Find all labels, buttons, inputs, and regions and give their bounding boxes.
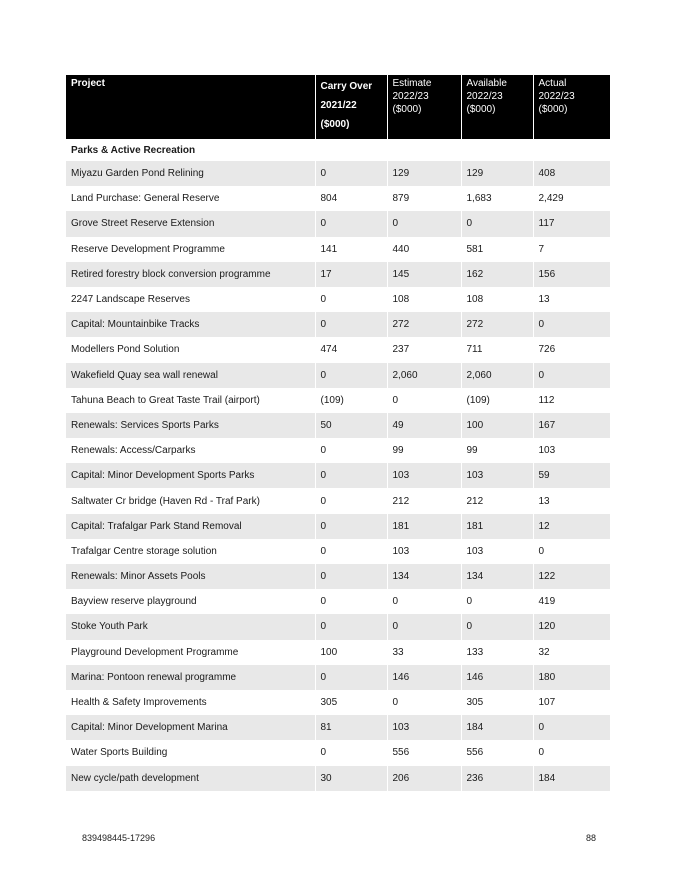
cell-estimate: 879 (387, 186, 461, 211)
cell-available: 181 (461, 514, 533, 539)
cell-project: Modellers Pond Solution (66, 337, 315, 362)
cell-carry-over: 0 (315, 614, 387, 639)
cell-actual: 180 (538, 671, 556, 683)
cell-available: 272 (461, 312, 533, 337)
cell-carry-over: 0 (315, 539, 387, 564)
header-carry-over (315, 75, 387, 139)
cell-carry-over: 100 (315, 640, 387, 665)
cell-project: Grove Street Reserve Extension (66, 211, 315, 236)
cell-estimate: 237 (387, 337, 461, 362)
cell-estimate: 0 (387, 388, 461, 413)
cell-available: 2,060 (461, 363, 533, 388)
cell-estimate: 2,060 (387, 363, 461, 388)
cell-project: Saltwater Cr bridge (Haven Rd - Traf Park) (66, 488, 315, 513)
cell-project: Capital: Mountainbike Tracks (66, 312, 315, 337)
table-row (66, 463, 610, 488)
section-title: Parks & Active Recreation (71, 144, 196, 156)
cell-estimate: 0 (387, 614, 461, 639)
document-reference: 839498445-17296 (82, 833, 156, 843)
cell-actual: 12 (538, 520, 550, 532)
cell-actual: 120 (538, 621, 556, 633)
cell-available: 134 (461, 564, 533, 589)
cell-estimate: 145 (387, 262, 461, 287)
table-row (66, 211, 610, 236)
table-row (66, 665, 610, 690)
cell-carry-over: 0 (315, 514, 387, 539)
cell-available: 305 (461, 690, 533, 715)
cell-estimate: 103 (387, 715, 461, 740)
cell-actual: 59 (538, 470, 550, 482)
table-row (66, 690, 610, 715)
cell-estimate: 181 (387, 514, 461, 539)
table-row (66, 539, 610, 564)
cell-available: 711 (461, 337, 533, 362)
cell-actual: 408 (538, 168, 556, 180)
table-header-row (66, 75, 610, 139)
cell-carry-over: 474 (315, 337, 387, 362)
table-row (66, 589, 610, 614)
cell-carry-over: 0 (315, 287, 387, 312)
cell-actual: 726 (538, 344, 556, 356)
cell-carry-over: 0 (315, 589, 387, 614)
cell-project: Renewals: Access/Carparks (66, 438, 315, 463)
cell-project: Playground Development Programme (66, 640, 315, 665)
table-row (66, 766, 610, 791)
capital-projects-table (66, 75, 610, 791)
cell-project: Trafalgar Centre storage solution (66, 539, 315, 564)
cell-carry-over: (109) (315, 388, 387, 413)
cell-actual: 156 (538, 268, 556, 280)
table-row (66, 514, 610, 539)
cell-project: 2247 Landscape Reserves (66, 287, 315, 312)
cell-project: Bayview reserve playground (66, 589, 315, 614)
cell-available: 0 (461, 614, 533, 639)
cell-carry-over: 0 (315, 488, 387, 513)
cell-project: Capital: Minor Development Marina (66, 715, 315, 740)
cell-actual: 0 (538, 319, 545, 331)
cell-carry-over: 804 (315, 186, 387, 211)
table-row (66, 564, 610, 589)
cell-available: 0 (461, 211, 533, 236)
cell-project: Marina: Pontoon renewal programme (66, 665, 315, 690)
cell-carry-over: 81 (315, 715, 387, 740)
table-row (66, 614, 610, 639)
table-row (66, 337, 610, 362)
page-number: 88 (585, 833, 596, 843)
cell-available: 1,683 (461, 186, 533, 211)
cell-available: 103 (461, 463, 533, 488)
cell-actual: 419 (538, 596, 556, 608)
cell-estimate: 108 (387, 287, 461, 312)
table-row (66, 363, 610, 388)
cell-carry-over: 0 (315, 463, 387, 488)
header-carry-over-line-2: 2021/22 (320, 100, 357, 111)
cell-actual: 0 (538, 369, 545, 381)
cell-project: Land Purchase: General Reserve (66, 186, 315, 211)
cell-actual: 0 (538, 545, 545, 557)
cell-project: Renewals: Minor Assets Pools (66, 564, 315, 589)
cell-project: Stoke Youth Park (66, 614, 315, 639)
table-row (66, 388, 610, 413)
cell-estimate: 134 (387, 564, 461, 589)
cell-project: Health & Safety Improvements (66, 690, 315, 715)
cell-estimate: 212 (387, 488, 461, 513)
cell-estimate: 33 (387, 640, 461, 665)
cell-carry-over: 0 (315, 312, 387, 337)
cell-available: 556 (461, 740, 533, 765)
cell-estimate: 103 (387, 463, 461, 488)
section-row (66, 139, 610, 161)
table-row (66, 186, 610, 211)
cell-estimate: 0 (387, 589, 461, 614)
cell-actual: 107 (538, 697, 556, 709)
cell-project: New cycle/path development (66, 766, 315, 791)
cell-estimate: 49 (387, 413, 461, 438)
cell-carry-over: 0 (315, 438, 387, 463)
cell-project: Tahuna Beach to Great Taste Trail (airport) (66, 388, 315, 413)
cell-carry-over: 30 (315, 766, 387, 791)
cell-project: Wakefield Quay sea wall renewal (66, 363, 315, 388)
table-row (66, 640, 610, 665)
cell-actual: 167 (538, 419, 556, 431)
cell-actual: 0 (538, 747, 545, 759)
cell-available: 108 (461, 287, 533, 312)
table-row (66, 438, 610, 463)
header-estimate: Estimate 2022/23 ($000) (387, 75, 461, 139)
cell-available: 162 (461, 262, 533, 287)
header-carry-over-line-1: Carry Over (320, 81, 373, 92)
cell-actual: 112 (538, 394, 555, 406)
cell-available: 184 (461, 715, 533, 740)
table-row (66, 715, 610, 740)
cell-estimate: 103 (387, 539, 461, 564)
cell-available: 212 (461, 488, 533, 513)
table-row (66, 237, 610, 262)
table-row (66, 413, 610, 438)
cell-estimate: 146 (387, 665, 461, 690)
cell-actual: 0 (538, 722, 545, 734)
header-carry-over-line-3: ($000) (320, 119, 350, 130)
cell-project: Capital: Minor Development Sports Parks (66, 463, 315, 488)
cell-actual: 184 (538, 772, 556, 784)
cell-available: 99 (461, 438, 533, 463)
cell-actual: 103 (538, 445, 556, 457)
cell-carry-over: 17 (315, 262, 387, 287)
cell-estimate: 206 (387, 766, 461, 791)
cell-project: Reserve Development Programme (66, 237, 315, 262)
header-project: Project (66, 75, 315, 139)
cell-project: Miyazu Garden Pond Relining (66, 161, 315, 186)
table-row (66, 161, 610, 186)
cell-estimate: 556 (387, 740, 461, 765)
cell-carry-over: 0 (315, 564, 387, 589)
cell-carry-over: 0 (315, 363, 387, 388)
cell-available: 146 (461, 665, 533, 690)
cell-estimate: 0 (387, 690, 461, 715)
cell-available: 236 (461, 766, 533, 791)
header-actual: Actual 2022/23 ($000) (538, 78, 575, 115)
cell-carry-over: 50 (315, 413, 387, 438)
cell-estimate: 129 (387, 161, 461, 186)
cell-available: 133 (461, 640, 533, 665)
cell-available: 100 (461, 413, 533, 438)
cell-actual: 122 (538, 571, 556, 583)
cell-actual: 13 (538, 495, 550, 507)
cell-project: Renewals: Services Sports Parks (66, 413, 315, 438)
table-row (66, 312, 610, 337)
cell-actual: 32 (538, 646, 550, 658)
table-row (66, 488, 610, 513)
cell-actual: 7 (538, 243, 545, 255)
cell-actual: 117 (538, 218, 555, 230)
cell-carry-over: 0 (315, 665, 387, 690)
cell-estimate: 99 (387, 438, 461, 463)
cell-available: (109) (461, 388, 533, 413)
cell-available: 129 (461, 161, 533, 186)
cell-carry-over: 305 (315, 690, 387, 715)
table-row (66, 287, 610, 312)
cell-project: Retired forestry block conversion programme (66, 262, 315, 287)
cell-estimate: 272 (387, 312, 461, 337)
cell-available: 0 (461, 589, 533, 614)
cell-carry-over: 0 (315, 211, 387, 236)
table-row (66, 262, 610, 287)
cell-estimate: 0 (387, 211, 461, 236)
cell-estimate: 440 (387, 237, 461, 262)
cell-available: 103 (461, 539, 533, 564)
cell-actual: 2,429 (538, 193, 564, 205)
cell-project: Capital: Trafalgar Park Stand Removal (66, 514, 315, 539)
cell-available: 581 (461, 237, 533, 262)
cell-carry-over: 0 (315, 740, 387, 765)
cell-carry-over: 0 (315, 161, 387, 186)
cell-project: Water Sports Building (66, 740, 315, 765)
table-row (66, 740, 610, 765)
header-available: Available 2022/23 ($000) (461, 75, 533, 139)
cell-actual: 13 (538, 294, 550, 306)
cell-carry-over: 141 (315, 237, 387, 262)
